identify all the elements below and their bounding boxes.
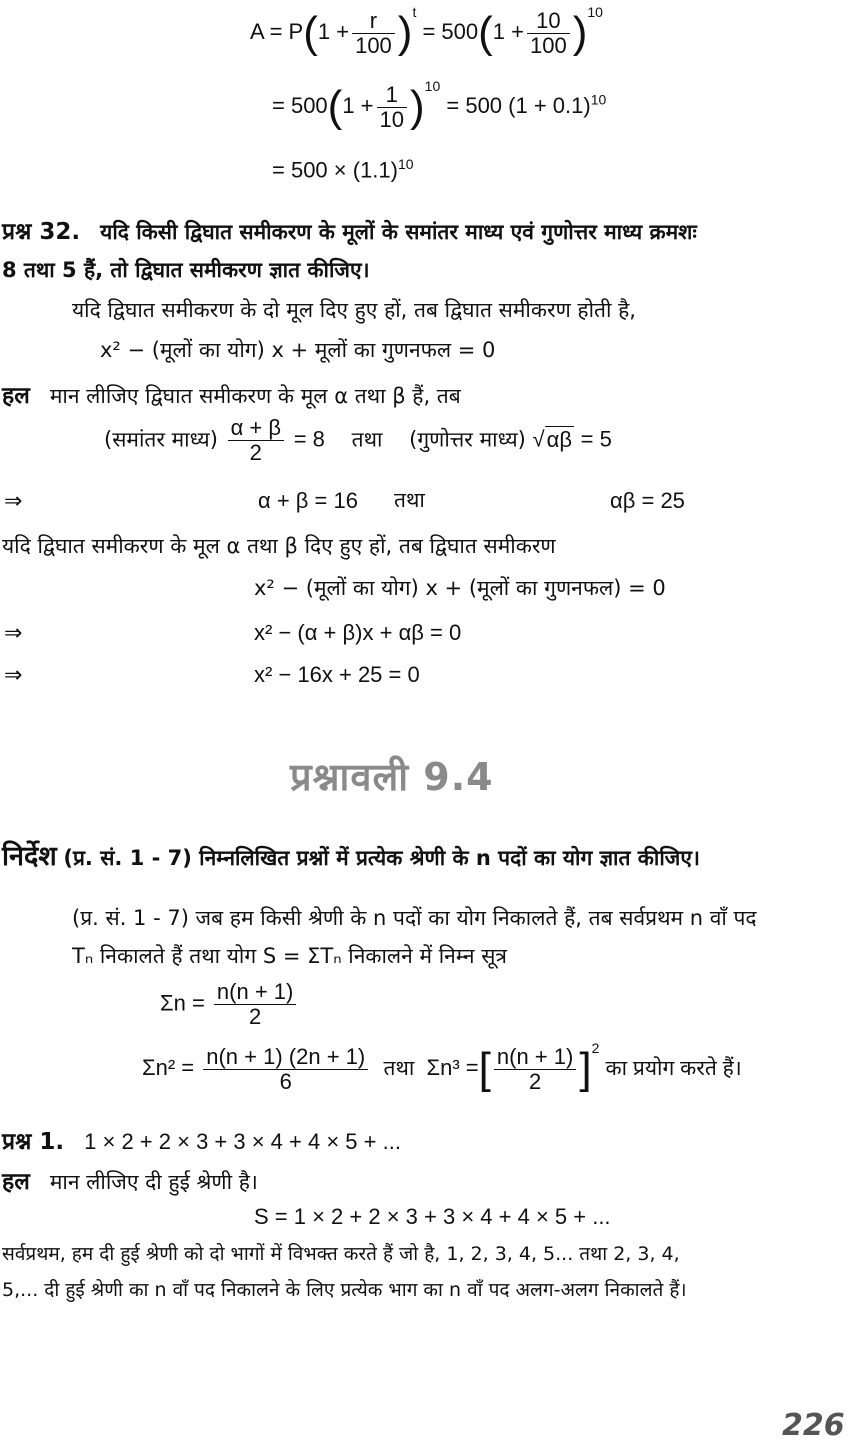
instruction-label: निर्देश <box>2 841 57 872</box>
denominator: 2 <box>249 1004 262 1030</box>
instruction <box>2 836 700 873</box>
denominator: 2 <box>249 440 262 466</box>
math-line-2 <box>272 78 606 132</box>
q1-solution-intro <box>2 1164 258 1196</box>
question-label: प्रश्न 1. <box>2 1129 65 1155</box>
paren: ) <box>572 8 588 58</box>
exponent: 10 <box>397 156 414 172</box>
paren: ( <box>478 8 493 58</box>
math-text: = 500 <box>422 19 479 44</box>
implies-arrow: ⇒ <box>4 488 23 513</box>
section-title: प्रश्नावली 9.4 <box>290 755 494 799</box>
hint-line-1: यदि द्विघात समीकरण के दो मूल दिए हुए हों, तब द्विघात समीकरण होती है, <box>72 298 636 322</box>
numerator: n(n + 1) <box>494 1045 576 1070</box>
math-text: Σn = <box>160 990 205 1016</box>
note-line-2: Tₙ निकालते हैं तथा योग S = ΣTₙ निकालने में निम्न सूत्र <box>72 944 508 968</box>
numerator: α + β <box>228 416 284 441</box>
equation-1: x² − (मूलों का योग) x + (मूलों का गुणनफल) = 0 <box>254 576 666 600</box>
question-32-line-2: 8 तथा 5 हैं, तो द्विघात समीकरण ज्ञात कीजिए। <box>2 258 370 282</box>
math-text: = 8 <box>293 426 325 452</box>
tatha-text: तथा <box>394 488 425 512</box>
exponent: 10 <box>590 91 607 108</box>
math-text: Σn³ = <box>426 1055 479 1080</box>
hint-line-2: x² − (मूलों का योग) x + मूलों का गुणनफल = 0 <box>100 338 496 362</box>
bracket: [ <box>478 1044 491 1094</box>
question-1 <box>2 1124 401 1156</box>
math-text: Σn² = <box>142 1055 195 1080</box>
roots-line: यदि द्विघात समीकरण के मूल α तथा β दिए हुए हों, तब द्विघात समीकरण <box>2 534 556 558</box>
exponent: t <box>412 4 417 20</box>
math-line-3 <box>272 156 414 183</box>
implies-arrow: ⇒ <box>4 662 23 687</box>
solution-label: हल <box>2 1169 30 1195</box>
fraction <box>203 1045 368 1094</box>
paren: ) <box>410 82 425 132</box>
question-text: यदि किसी द्विघात समीकरण के मूलों के समांतर माध्य एवं गुणोत्तर माध्य क्रमशः <box>100 220 697 244</box>
paragraph-line-2: 5,... दी हुई श्रेणी का n वाँ पद निकालने के लिए प्रत्येक भाग का n वाँ पद अलग-अलग निकालते हैं। <box>2 1279 687 1301</box>
denominator: 100 <box>530 32 567 58</box>
denominator: 100 <box>355 32 392 58</box>
formula-tail: का प्रयोग करते हैं। <box>605 1057 742 1080</box>
fraction <box>527 9 570 58</box>
numerator: 1 <box>377 83 407 108</box>
exponent: 10 <box>424 78 441 94</box>
numerator: n(n + 1) <box>214 980 296 1005</box>
math-text: = 500 (1 + 0.1) <box>446 93 591 118</box>
paragraph-line-1: सर्वप्रथम, हम दी हुई श्रेणी को दो भागों में विभक्त करते हैं जो है, 1, 2, 3, 4, 5... तथा 2, 3, 4, <box>2 1243 680 1265</box>
denominator: 10 <box>379 106 405 132</box>
sum-equation: α + β = 16 <box>258 488 358 513</box>
solution-label: हल <box>2 383 30 409</box>
equation-3: x² − 16x + 25 = 0 <box>254 662 420 687</box>
paren: ( <box>327 82 343 132</box>
numerator: 10 <box>527 9 570 34</box>
numerator: r <box>352 9 395 34</box>
exponent: 10 <box>587 4 603 20</box>
page-number: 226 <box>782 1408 845 1443</box>
math-text: = 500 <box>272 93 328 118</box>
radicand: αβ <box>546 426 572 452</box>
question-series: 1 × 2 + 2 × 3 + 3 × 4 + 4 × 5 + ... <box>84 1129 401 1154</box>
question-32 <box>2 214 697 246</box>
tatha-text: तथा <box>383 1057 415 1080</box>
formula-sum-n2-n3 <box>142 1040 742 1094</box>
note-line-1: (प्र. सं. 1 - 7) जब हम किसी श्रेणी के n पदों का योग निकालते हैं, तब सर्वप्रथम n वाँ पद <box>72 906 757 930</box>
math-text: 1 + <box>492 19 524 44</box>
solution-intro <box>2 378 461 410</box>
math-text: = 500 × (1.1) <box>272 157 398 183</box>
math-text: = 5 <box>580 426 612 452</box>
denominator: 2 <box>528 1068 542 1094</box>
instruction-text: (प्र. सं. 1 - 7) निम्नलिखित प्रश्नों में प्रत्येक श्रेणी के n पदों का योग ज्ञात कीजिए। <box>63 846 700 870</box>
math-line-1 <box>250 4 603 58</box>
exponent: 2 <box>591 1040 600 1056</box>
paren: ( <box>303 8 318 58</box>
fraction <box>494 1045 576 1094</box>
am-label: (समांतर माध्य) <box>104 427 218 452</box>
tatha-text: तथा <box>351 427 383 452</box>
series-equation: S = 1 × 2 + 2 × 3 + 3 × 4 + 4 × 5 + ... <box>254 1204 611 1229</box>
bracket: ] <box>579 1044 592 1094</box>
formula-sum-n <box>160 980 299 1029</box>
sqrt-expression: √αβ <box>532 426 572 452</box>
implies-arrow: ⇒ <box>4 620 23 645</box>
solution-text: मान लीजिए दी हुई श्रेणी है। <box>49 1170 258 1194</box>
fraction <box>377 83 407 132</box>
numerator: n(n + 1) (2n + 1) <box>203 1045 368 1070</box>
gm-label: (गुणोत्तर माध्य) <box>409 427 526 452</box>
math-text: A = P <box>250 19 304 44</box>
solution-text: मान लीजिए द्विघात समीकरण के मूल α तथा β हैं, तब <box>49 384 461 408</box>
paren: ) <box>397 8 413 58</box>
fraction <box>352 9 395 58</box>
equation-2: x² − (α + β)x + αβ = 0 <box>254 620 462 645</box>
question-label: प्रश्न 32. <box>2 219 81 245</box>
math-text: 1 + <box>342 93 374 118</box>
math-text: 1 + <box>317 19 350 44</box>
denominator: 6 <box>279 1068 292 1094</box>
fraction <box>228 416 284 465</box>
fraction <box>214 980 296 1029</box>
am-gm-line <box>104 416 612 465</box>
product-equation: αβ = 25 <box>610 488 685 513</box>
